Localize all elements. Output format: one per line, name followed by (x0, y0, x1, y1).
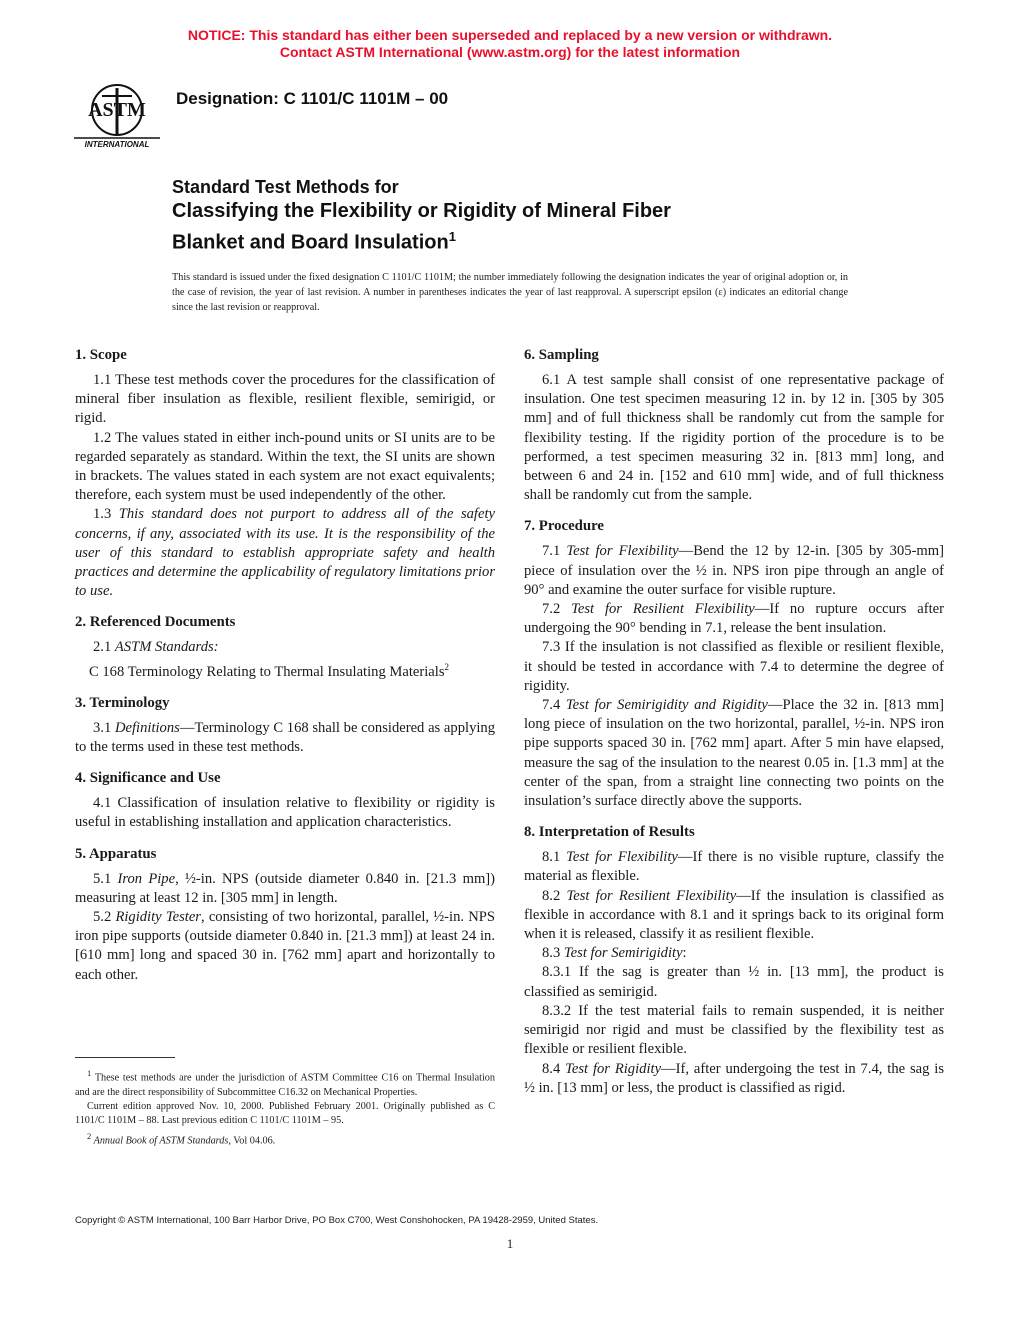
section-heading: 5. Apparatus (75, 845, 157, 862)
footnote-marker: 2 (87, 1130, 92, 1141)
footnote-ref: 2 (444, 661, 450, 672)
paragraph: 1.1 These test methods cover the procedures for the classification of mineral fiber insulation as flexible, resilient flexible, semirigid, or rigid. (75, 372, 495, 427)
astm-logo-mark (72, 78, 162, 150)
section-interpretation (524, 823, 944, 1098)
copyright-line: Copyright © ASTM International, 100 Barr Harbor Drive, PO Box C700, West Conshohocken, PA 19428-2959, United States. (75, 1215, 599, 1226)
section-terminology (75, 694, 495, 757)
paragraph-number: 5.1 (93, 870, 118, 887)
title-footnote-ref: 1 (448, 229, 456, 244)
paragraph-italic-text: This standard does not purport to address all of the safety concerns, if any, associated with its use. It is the responsibility of the user of this standard to establish appropriate safety and health practices and determine the applicability of regulatory limitations prior to use. (75, 506, 495, 600)
notice-line-1: NOTICE: This standard has either been superseded and replaced by a new version or withdrawn. (187, 27, 833, 43)
title-line-3-text: Blanket and Board Insulation (172, 231, 449, 254)
paragraph-number: 8.3 (542, 945, 564, 962)
section-apparatus (75, 845, 495, 985)
footnote-1-continued: Current edition approved Nov. 10, 2000. Published February 2001. Originally published as C 1101/C 1101M – 88. Last previous edition C 1101/C 1101M – 95. (75, 1100, 495, 1127)
term: Iron Pipe (117, 870, 176, 887)
paragraph (524, 542, 944, 600)
footnote-title: Annual Book of ASTM Standards (91, 1134, 229, 1146)
term: Test for Resilient Flexibility (571, 601, 755, 618)
section-heading: 8. Interpretation of Results (524, 824, 695, 841)
section-heading: 4. Significance and Use (75, 770, 221, 787)
paragraph-number: 7.4 (542, 697, 566, 714)
paragraph: 8.3.1 If the sag is greater than ½ in. [13 mm], the product is classified as semirigid. (524, 964, 944, 1000)
footnote-marker: 1 (87, 1068, 92, 1078)
section-heading: 6. Sampling (524, 347, 599, 363)
section-referenced-documents (75, 613, 495, 681)
paragraph: 4.1 Classification of insulation relative to flexibility or rigidity is useful in establishing installation and application characteristics. (75, 795, 495, 831)
paragraph (75, 505, 495, 601)
logo-subtext: INTERNATIONAL (84, 140, 150, 149)
term: Test for Resilient Flexibility (566, 887, 737, 904)
paragraph: 1.2 The values stated in either inch-pound units or SI units are to be regarded separately as standard. Within the text, the SI units are shown in brackets. The values stated in each system are not exact equivalents; therefore, each system must be used independently of the other. (75, 429, 495, 504)
section-heading: 1. Scope (75, 347, 127, 363)
title-line-2: Classifying the Flexibility or Rigidity of Mineral Fiber (172, 200, 671, 222)
logo-text: ASTM (88, 99, 146, 121)
paragraph: 8.3.2 If the test material fails to remain suspended, it is neither semirigid nor rigid and must be classified by the flexibility test as flexible or resilient flexible. (524, 1002, 944, 1058)
withdrawal-notice (0, 27, 1020, 61)
paragraph (75, 870, 495, 908)
right-column (524, 346, 944, 1110)
paragraph-number: 5.2 (93, 908, 116, 925)
paragraph-text: —If, after undergoing the test in 7.4, the sag is ½ in. [13 mm] or less, the product is classified as rigid. (524, 1060, 944, 1096)
paragraph-text: , consisting of two horizontal, parallel, ½-in. NPS iron pipe supports (outside diameter 0.840 in. [21.3 mm]) at least 24 in. [610 mm] long and spaced 30 in. [762 mm] apart and horizontally to each other. (75, 908, 496, 983)
paragraph (524, 600, 944, 638)
title-line-1: Standard Test Methods for (172, 177, 399, 197)
paragraph (524, 944, 944, 963)
section-scope (75, 346, 495, 601)
footnotes (75, 1066, 495, 1148)
paragraph-number: 8.1 (542, 849, 567, 866)
term: Test for Rigidity (565, 1060, 662, 1077)
term: Test for Flexibility (566, 543, 679, 560)
designation: Designation: C 1101/C 1101M – 00 (176, 89, 449, 108)
paragraph (75, 908, 495, 985)
paragraph-number: 8.2 (542, 887, 567, 904)
paragraph-number: 3.1 (93, 719, 115, 736)
paragraph-number: 7.1 (542, 543, 567, 560)
reference-item (75, 658, 495, 682)
footnote-2 (75, 1129, 495, 1149)
left-column (75, 346, 495, 997)
astm-logo (72, 78, 162, 150)
section-procedure (524, 517, 944, 811)
paragraph (75, 638, 495, 657)
paragraph-text: —Bend the 12 by 12-in. [305 by 305-mm] piece of insulation over the ½ in. NPS iron pipe through an angle of 90° and examine the outer surface for visible rupture. (524, 543, 944, 598)
reference-text: C 168 Terminology Relating to Thermal Insulating Materials (89, 663, 445, 680)
paragraph-text: —Place the 32 in. [813 mm] long piece of insulation on the two horizontal, parallel, ½-in. NPS iron pipe supports spaced 30 in. [762 mm] apart. After 5 min have elapsed, measure the sag of the insulation to the nearest 0.05 in. [1.3 mm] at the center of the span, from a straight line connecting two points on the insulation’s surface directly above the supports. (524, 697, 945, 810)
paragraph (75, 719, 495, 757)
paragraph: 6.1 A test sample shall consist of one representative package of insulation. One test specimen measuring 12 in. by 12 in. [305 by 305 mm] and of full thickness shall be randomly cut from the sample for flexibility testing. If the rigidity portion of the procedure is to be performed, a test specimen measuring 32 in. [813 mm] long, and between 6 and 24 in. [152 and 610 mm] wide, and of full thickness shall be randomly cut from the sample. (524, 372, 944, 504)
term: Rigidity Tester (115, 908, 201, 925)
section-heading: 7. Procedure (524, 518, 604, 535)
paragraph-text: —If there is no visible rupture, classify the material as flexible. (524, 849, 944, 885)
issuance-statement: This standard is issued under the fixed designation C 1101/C 1101M; the number immediately following the designation indicates the year of original adoption or, in the case of revision, the year of last revision. A number in parentheses indicates the year of last reapproval. A superscript epsilon (ε) indicates an editorial change since the last revision or reapproval. (172, 272, 848, 313)
footnote-divider (75, 1057, 175, 1058)
paragraph-text: —If the insulation is classified as flexible in accordance with 8.1 and it springs back to its original form when it is released, classify it as resilient flexible. (524, 887, 945, 943)
section-heading: 3. Terminology (75, 694, 170, 711)
paragraph-number: 1.3 (93, 506, 119, 523)
paragraph (524, 887, 944, 945)
paragraph (524, 696, 944, 811)
paragraph-text: : (682, 945, 687, 962)
paragraph-text: , ½-in. NPS (outside diameter 0.840 in. [21.3 mm]) measuring at least 12 in. [305 mm] in length. (75, 870, 496, 906)
footnote-text: , Vol 04.06. (228, 1134, 276, 1146)
paragraph (524, 848, 944, 886)
section-heading: 2. Referenced Documents (75, 614, 236, 631)
paragraph (524, 1060, 944, 1098)
paragraph-number: 7.2 (542, 601, 572, 618)
page-number: 1 (506, 1236, 514, 1251)
paragraph-text: —Terminology C 168 shall be considered as applying to the terms used in these test methods. (75, 719, 496, 755)
section-significance (75, 769, 495, 832)
paragraph: 7.3 If the insulation is not classified as flexible or resilient flexible, it should be tested in accordance with 7.4 to determine the degree of rigidity. (524, 639, 944, 694)
paragraph-italic-text: ASTM Standards: (114, 639, 219, 656)
paragraph-text: —If no rupture occurs after undergoing the 90° bending in 7.1, release the bent insulation. (524, 601, 945, 637)
term: Definitions (114, 719, 180, 736)
section-sampling (524, 346, 944, 505)
notice-line-2: Contact ASTM International (www.astm.org) for the latest information (279, 44, 741, 60)
paragraph-number: 2.1 (93, 639, 115, 656)
title-line-3 (172, 224, 932, 256)
term: Test for Semirigidity and Rigidity (565, 697, 768, 714)
term: Test for Flexibility (566, 849, 678, 866)
term: Test for Semirigidity (563, 945, 683, 962)
document-title (172, 176, 932, 256)
footnote-1 (75, 1066, 495, 1100)
footnote-text: These test methods are under the jurisdiction of ASTM Committee C16 on Thermal Insulation and are the direct responsibility of Subcommittee C16.32 on Mechanical Properties. (75, 1072, 495, 1098)
paragraph-number: 8.4 (542, 1060, 566, 1077)
